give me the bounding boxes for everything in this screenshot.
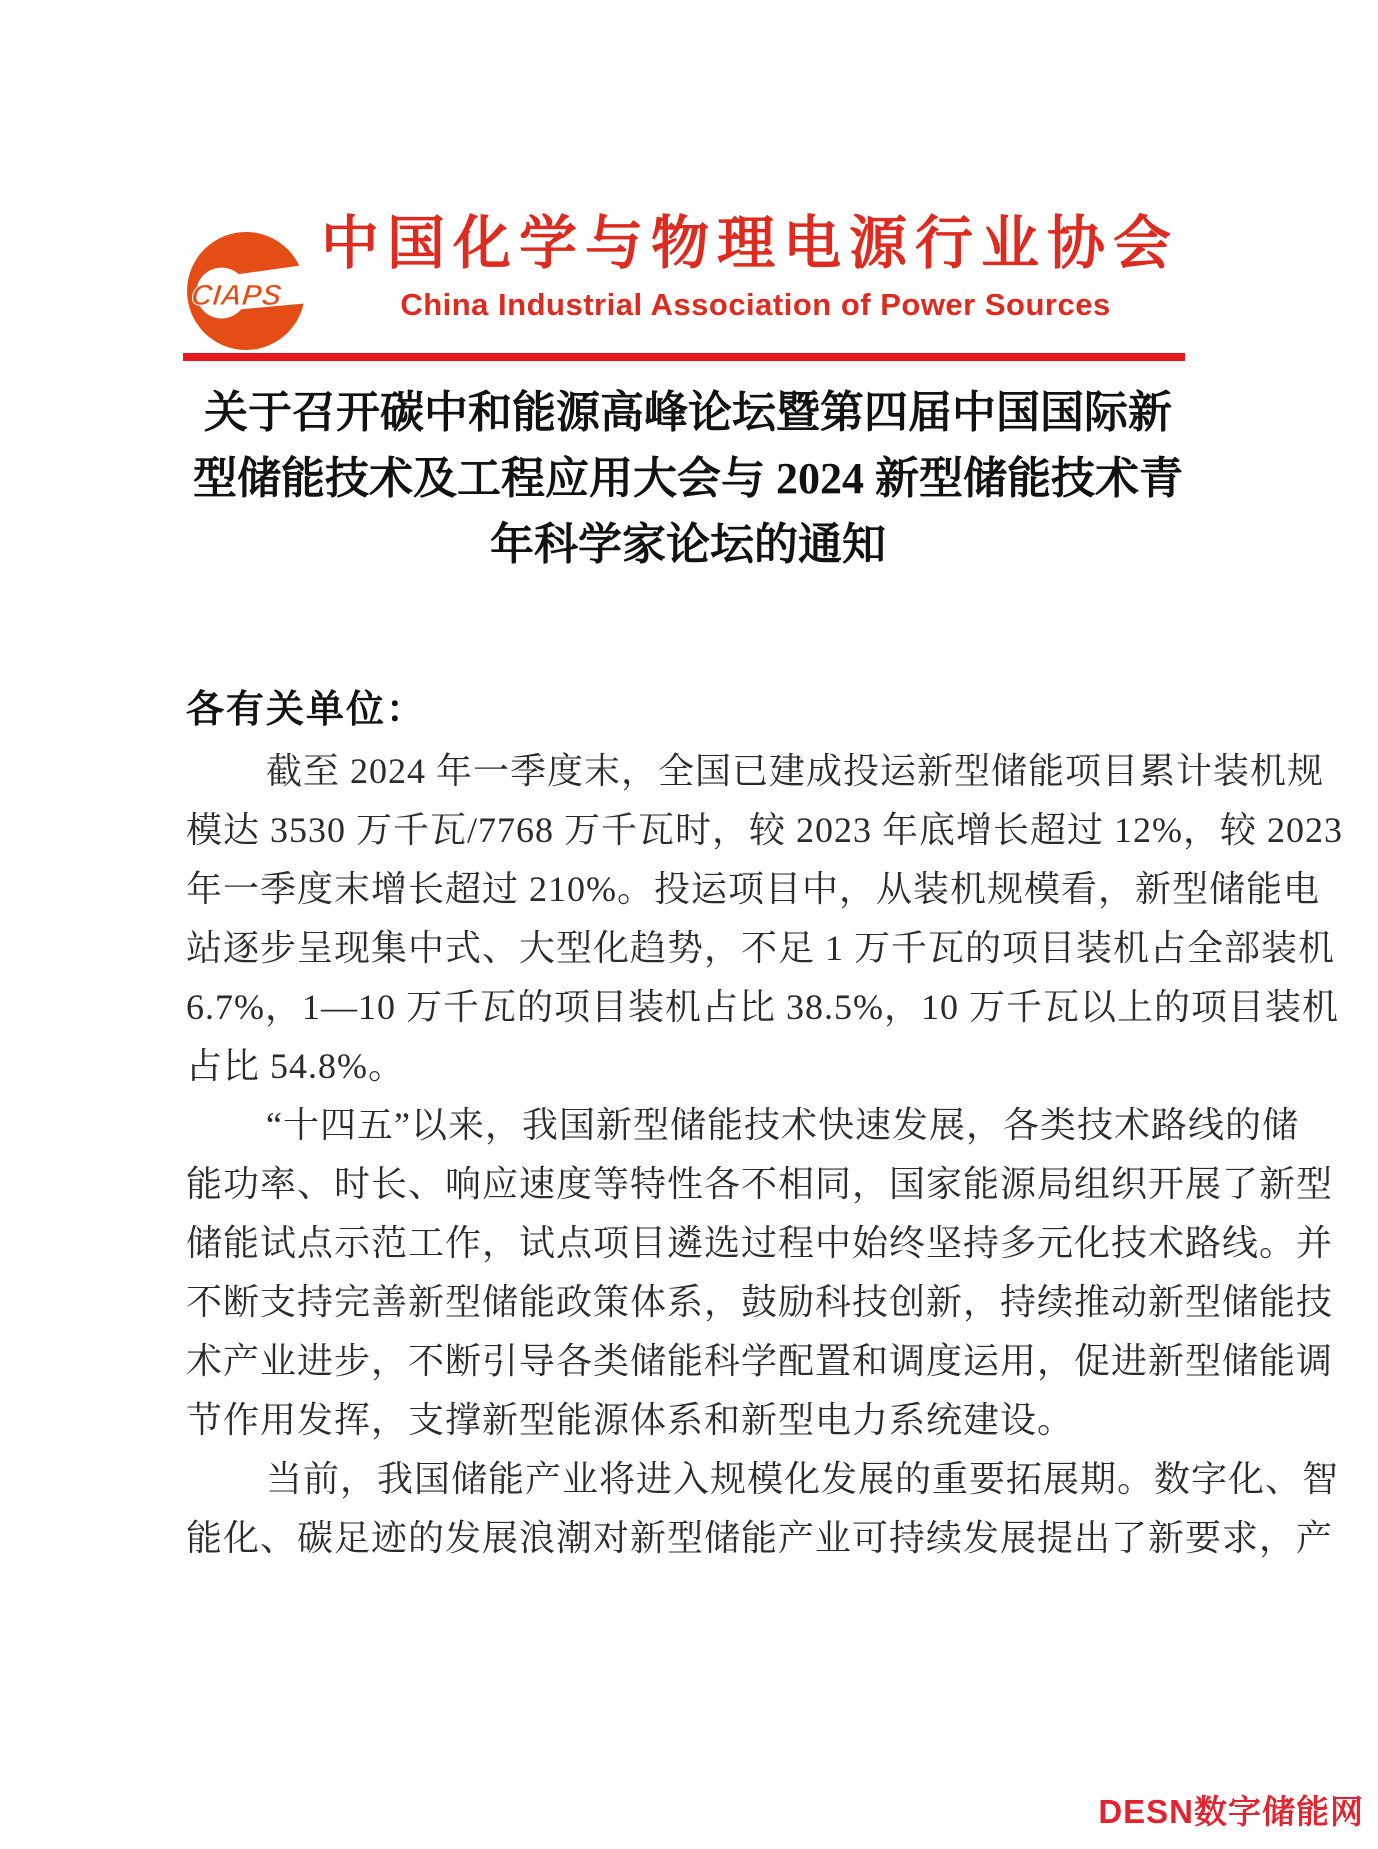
body-line: 站逐步呈现集中式、大型化趋势，不足 1 万千瓦的项目装机占全部装机 — [186, 928, 1336, 968]
ciaps-logo-text: CIAPS — [189, 279, 284, 313]
body-line: 当前，我国储能产业将进入规模化发展的重要拓展期。数字化、智 — [266, 1459, 1340, 1499]
salutation: 各有关单位： — [186, 689, 427, 731]
association-name-english: China Industrial Association of Power Sources — [400, 286, 1111, 322]
body-line: 能化、碳足迹的发展浪潮对新型储能产业可持续发展提出了新要求，产 — [186, 1518, 1334, 1558]
body-line: 6.7%，1—10 万千瓦的项目装机占比 38.5%，10 万千瓦以上的项目装机 — [186, 987, 1339, 1027]
ciaps-logo-graphic — [185, 230, 307, 352]
association-header — [185, 208, 1190, 352]
body-line: 模达 3530 万千瓦/7768 万千瓦时，较 2023 年底增长超过 12%，较 2023 — [186, 810, 1343, 850]
notice-title — [183, 380, 1193, 578]
body-line: 截至 2024 年一季度末，全国已建成投运新型储能项目累计装机规 — [266, 751, 1325, 791]
notice-title-line: 年科学家论坛的通知 — [490, 520, 886, 569]
body-line: 储能试点示范工作，试点项目遴选过程中始终坚持多元化技术路线。并 — [186, 1223, 1334, 1263]
body-line: 不断支持完善新型储能政策体系，鼓励科技创新，持续推动新型储能技 — [186, 1282, 1334, 1322]
ciaps-logo-icon — [185, 230, 307, 352]
body-line: 年一季度末增长超过 210%。投运项目中，从装机规模看，新型储能电 — [186, 869, 1320, 909]
body-line: 能功率、时长、响应速度等特性各不相同，国家能源局组织开展了新型 — [186, 1164, 1334, 1204]
notice-title-line: 型储能技术及工程应用大会与 2024 新型储能技术青 — [193, 454, 1183, 503]
association-name-chinese: 中国化学与物理电源行业协会 — [321, 211, 1180, 276]
header-divider-line — [183, 353, 1185, 361]
body-line: 占比 54.8%。 — [186, 1046, 405, 1086]
notice-body — [186, 742, 1343, 1568]
body-line: 术产业进步，不断引导各类储能科学配置和调度运用，促进新型储能调 — [186, 1341, 1334, 1381]
notice-title-line: 关于召开碳中和能源高峰论坛暨第四届中国国际新 — [204, 388, 1172, 437]
desn-watermark: DESN数字储能网 — [1098, 1793, 1364, 1830]
body-line: 节作用发挥，支撑新型能源体系和新型电力系统建设。 — [186, 1400, 1075, 1440]
body-line: “十四五”以来，我国新型储能技术快速发展，各类技术路线的储 — [266, 1105, 1299, 1145]
association-names — [321, 208, 1190, 323]
